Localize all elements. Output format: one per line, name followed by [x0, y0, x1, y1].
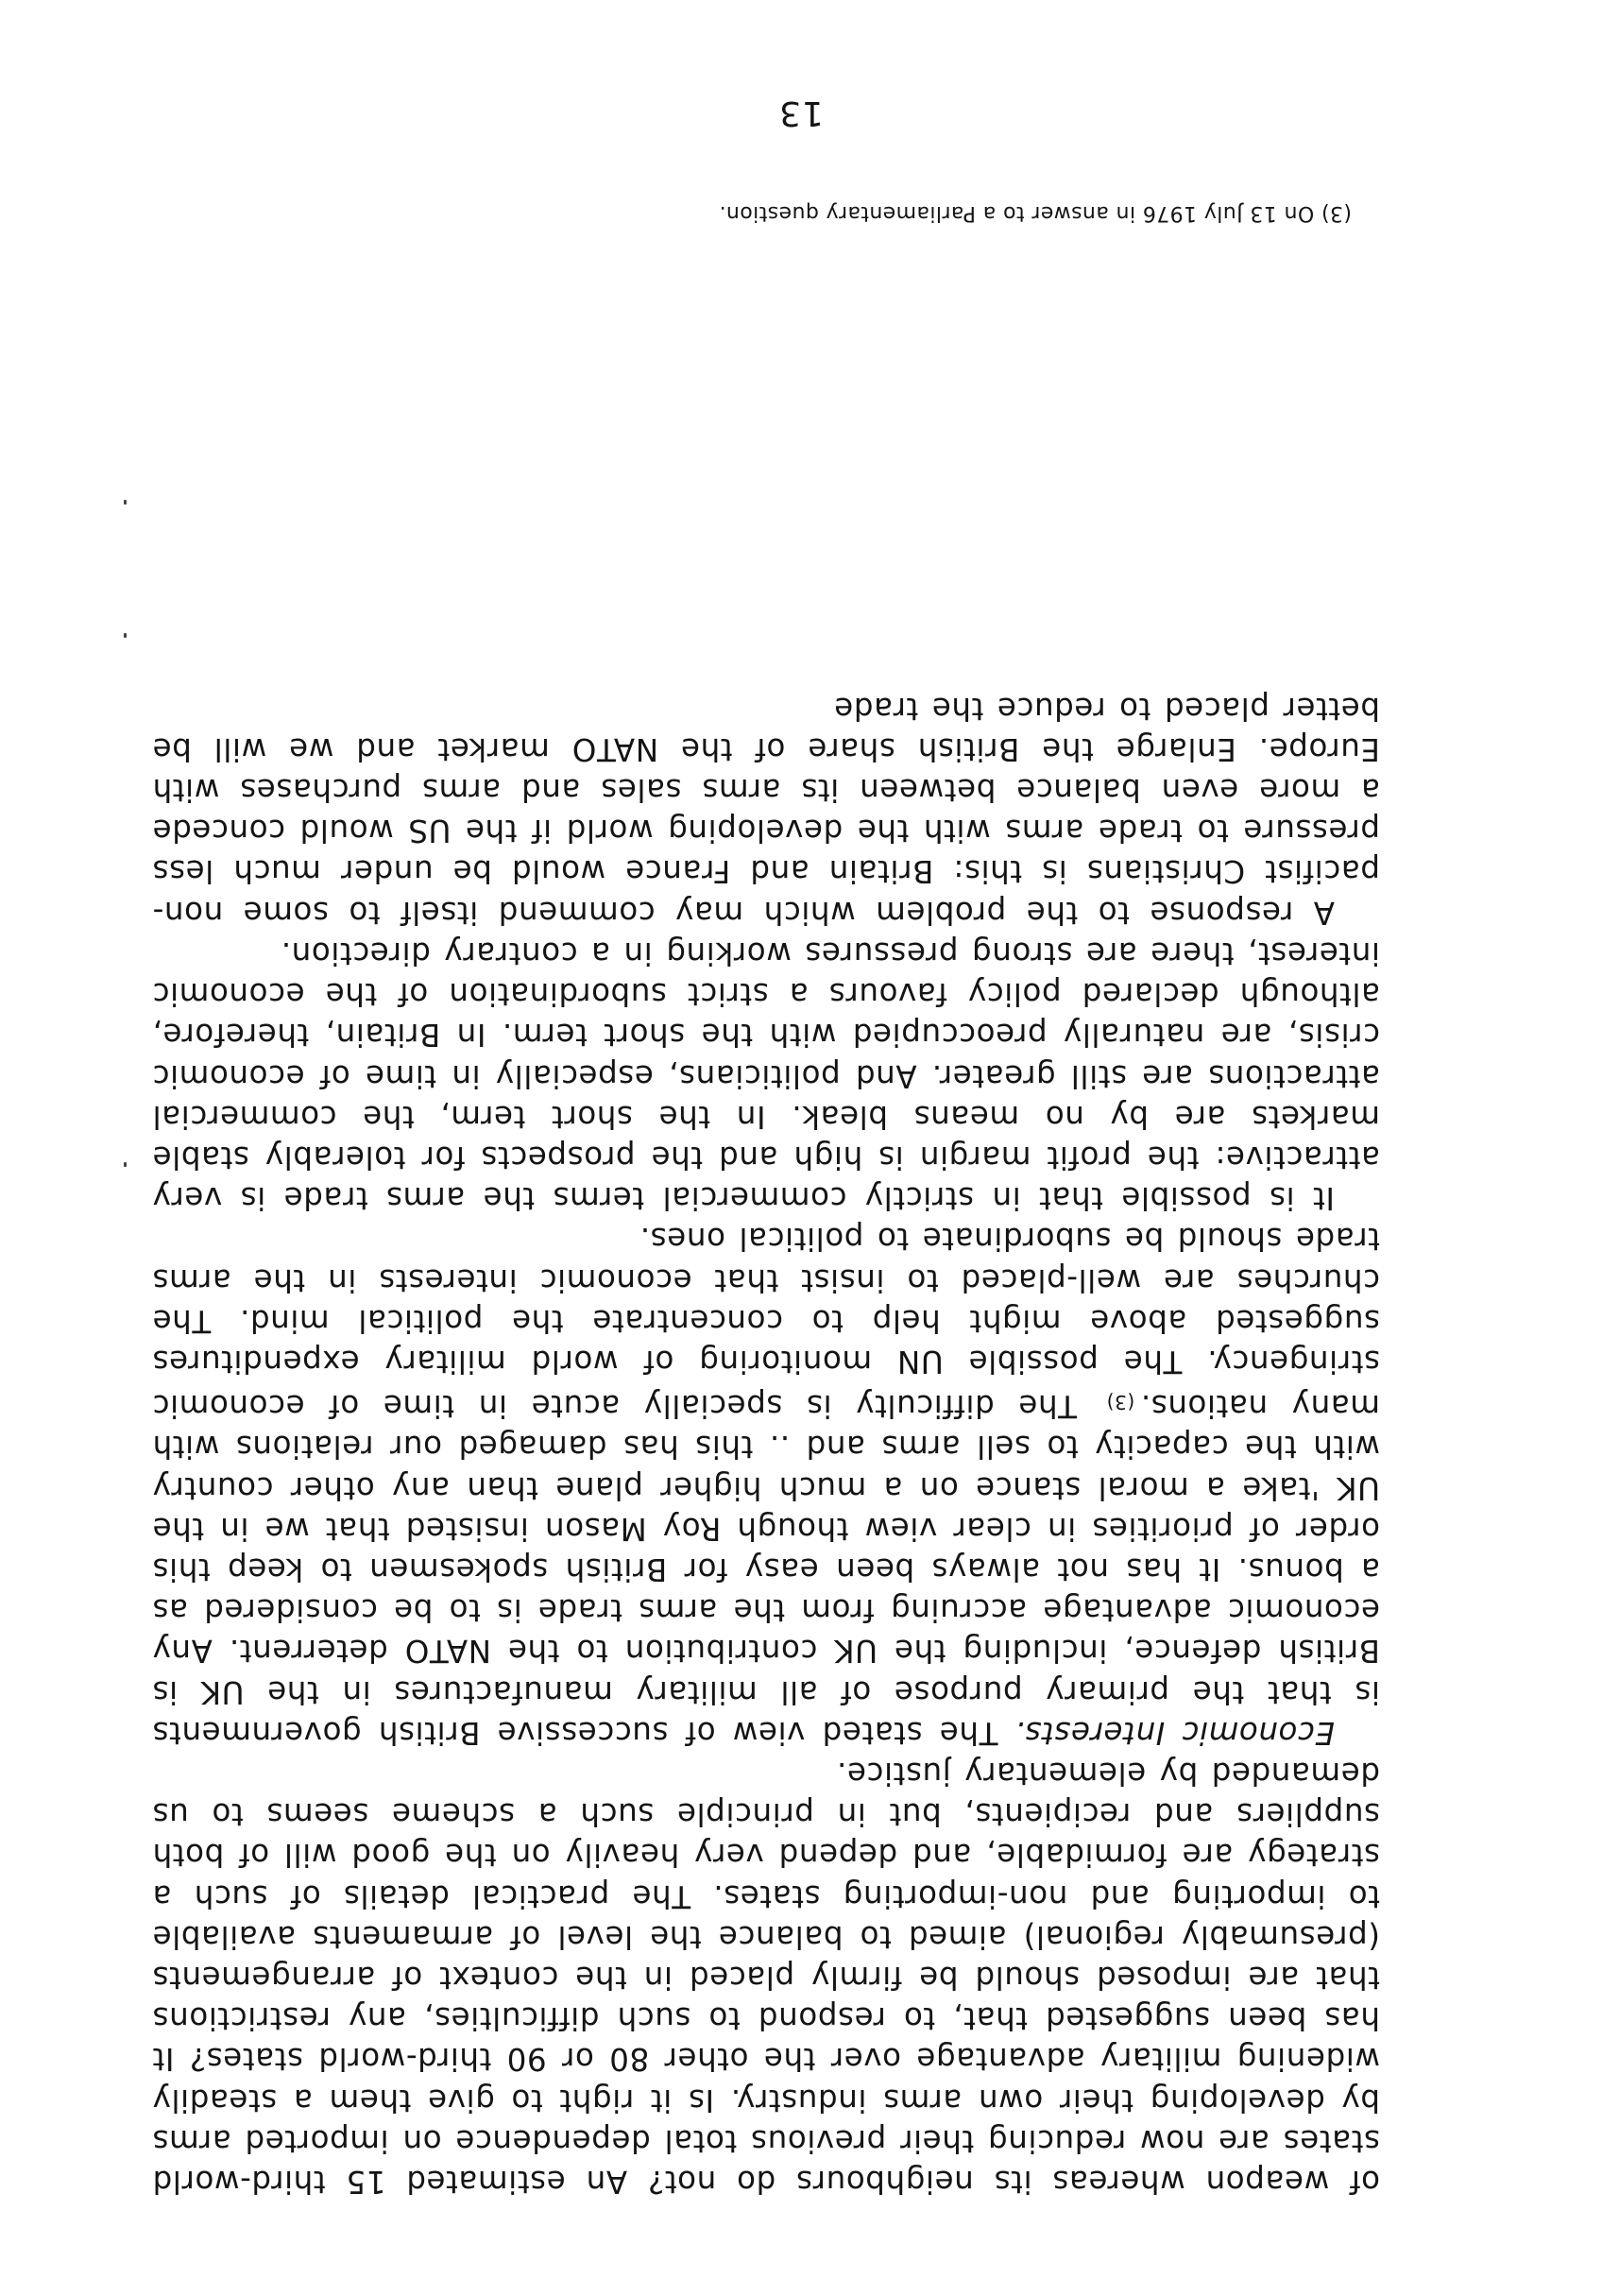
body-text: [152, 687, 1380, 2202]
paragraph: of weapon whereas its neighbours do not? An estimated 15 third-world states are now reducing their previous total dependence on imported arms by developing their own arms industry. Is it right to give them a steadily widening military advantage over the other 80 or 90 third-world states? It has been suggested that, to respond to such difficulties, any restrictions that are imposed should be firmly placed in the context of arrangements (presumably regional) aimed to balance the level of armaments available to importing and non-importing states. The practical details of such a strategy are formidable, and depend very heavily on the good will of both suppliers and recipients, but in principle such a scheme seems to us demanded by elementary justice.: [152, 1755, 1380, 2200]
paragraph-text: The stated view of successive British governments is that the primary purpose of all military manufactures in the UK is British defence, including the UK contribution to the NATO deterrent. Any economic advantage accruing from the arms trade is to be considered as a bonus. It has not always been easy for British spokesmen to keep this order of priorities in clear view though Roy Mason insisted that we in the UK 'take a moral stance on a much higher plane than any other country with the capacity to sell arms and .. this has damaged our relations with many nations.: [152, 1388, 1380, 1751]
page-number: 13: [778, 94, 824, 132]
section-lead-heading: Economic Interests.: [1014, 1714, 1335, 1751]
paragraph: A response to the problem which may commend itself to some non-pacifist Christians is this: Britain and France would be under much less pressure to trade arms with the developing world if the US would concede a more even balance between its arms sales and arms purchases with Europe. Enlarge the British share of the NATO market and we will be better placed to reduce the trade: [152, 690, 1380, 931]
paragraph-economic-interests: [152, 1218, 1380, 1753]
paragraph: It is possible that in strictly commercial terms the arms trade is very attractive: the profit margin is high and the prospects for tolerably stable markets are by no means bleak. In the short term, the commercial attractions are still greater. And politicians, especially in time of economic crisis, are naturally preoccupied with the short term. In Britain, therefore, although declared policy favours a strict subordination of the economic interest, there are strong pressures working in a contrary direction.: [152, 934, 1380, 1217]
paragraph-text: The difficulty is specially acute in time of economic stringency. The possible UN monitoring of world military expenditures suggested above might help to concentrate the political mind. The churches are well-placed to insist that economic interests in the arms trade should be subordinate to political ones.: [152, 1221, 1380, 1425]
scan-speck: [124, 633, 127, 638]
footnote-reference: (3): [1106, 1391, 1135, 1414]
footnote: (3) On 13 July 1976 in answer to a Parliamentary question.: [719, 201, 1352, 225]
scan-speck: [124, 1162, 127, 1167]
scan-speck: [124, 500, 127, 505]
